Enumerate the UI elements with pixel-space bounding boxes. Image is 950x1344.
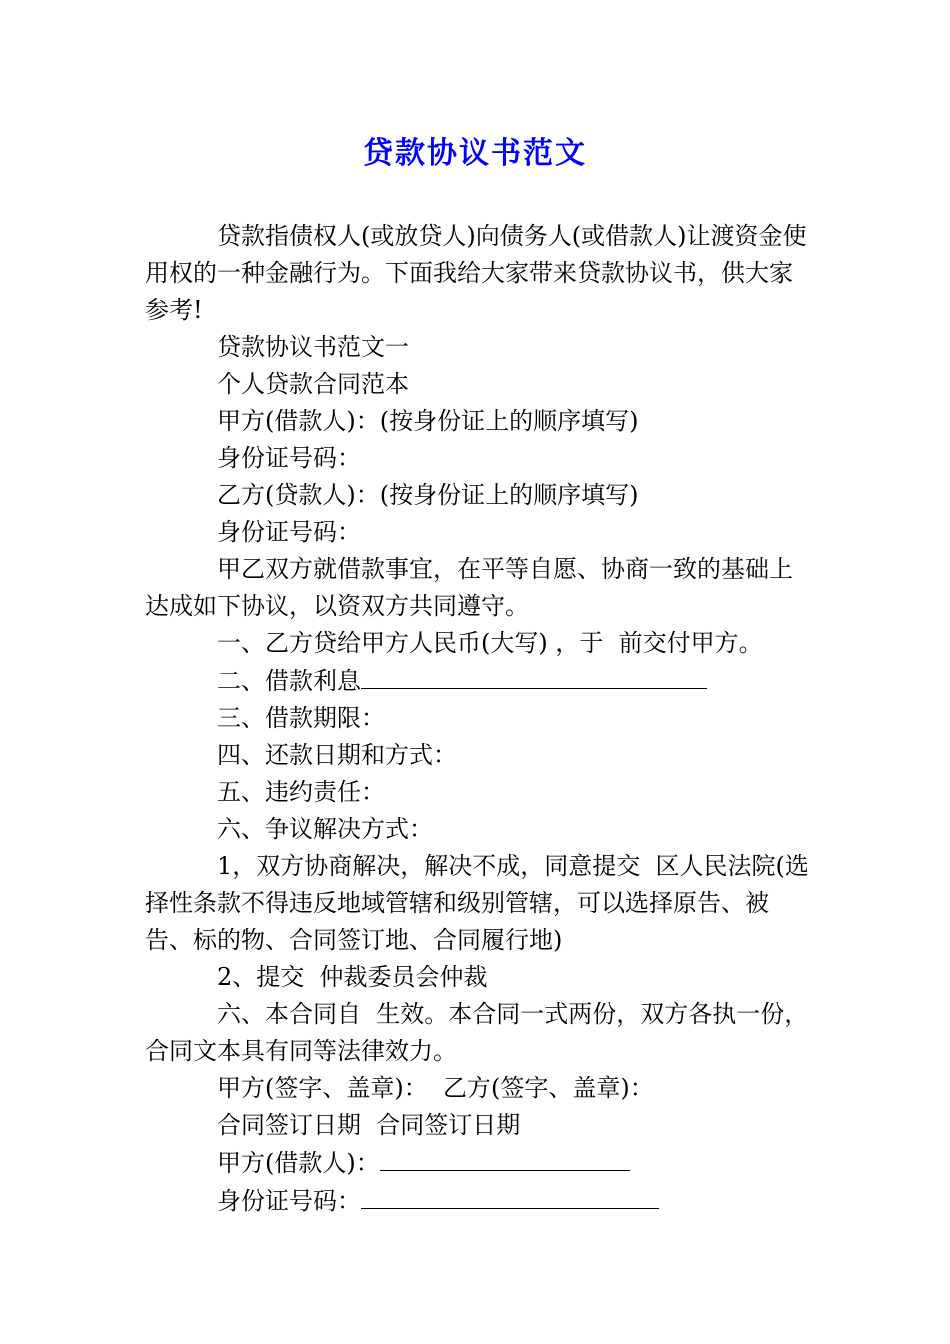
dispute-option-1: 1，双方协商解决，解决不成，同意提交 区人民法院(选择性条款不得违反地域管辖和级别管辖，可以选择原告、被告、标的物、合同签订地、合同履行地) (145, 852, 809, 954)
clause-5: 五、违约责任： (217, 778, 385, 806)
clause-2 (145, 662, 809, 700)
party-b-id-line: 身份证号码： (217, 518, 361, 546)
borrower-line (145, 1144, 809, 1182)
signature-line: 甲方(签字、盖章)： 乙方(签字、盖章)： (217, 1074, 654, 1102)
interest-blank-line (361, 662, 707, 689)
effective-clause: 六、本合同自 生效。本合同一式两份，双方各执一份，合同文本具有同等法律效力。 (145, 1000, 809, 1065)
intro-paragraph: 贷款指债权人(或放贷人)向债务人(或借款人)让渡资金使用权的一种金融行为。下面我给大家带来贷款协议书，供大家参考! (145, 222, 807, 324)
borrower-id-label: 身份证号码： (217, 1187, 361, 1215)
clause-1: 一、乙方贷给甲方人民币(大写) ，于 前交付甲方。 (217, 629, 763, 657)
party-b-line: 乙方(贷款人)：(按身份证上的顺序填写) (217, 481, 639, 509)
borrower-id-blank-line (361, 1182, 659, 1209)
dispute-option-2: 2、提交 仲裁委员会仲裁 (217, 963, 488, 991)
agreement-preamble: 甲乙双方就借款事宜，在平等自愿、协商一致的基础上达成如下协议，以资双方共同遵守。 (145, 555, 793, 620)
party-a-line: 甲方(借款人)：(按身份证上的顺序填写) (217, 407, 639, 435)
party-a-id-line: 身份证号码： (217, 444, 361, 472)
document-body (145, 218, 809, 1220)
document-title: 贷款协议书范文 (363, 136, 587, 171)
borrower-blank-line (380, 1144, 630, 1171)
clause-2-text: 二、借款利息 (217, 667, 361, 695)
clause-4: 四、还款日期和方式： (217, 741, 457, 769)
section-heading: 贷款协议书范文一 (217, 333, 409, 361)
borrower-id-line (145, 1182, 809, 1220)
borrower-label: 甲方(借款人)： (217, 1149, 380, 1177)
contract-title: 个人贷款合同范本 (217, 370, 409, 398)
signing-date-line: 合同签订日期 合同签订日期 (217, 1111, 521, 1139)
clause-6: 六、争议解决方式： (217, 815, 433, 843)
clause-3: 三、借款期限： (217, 704, 385, 732)
